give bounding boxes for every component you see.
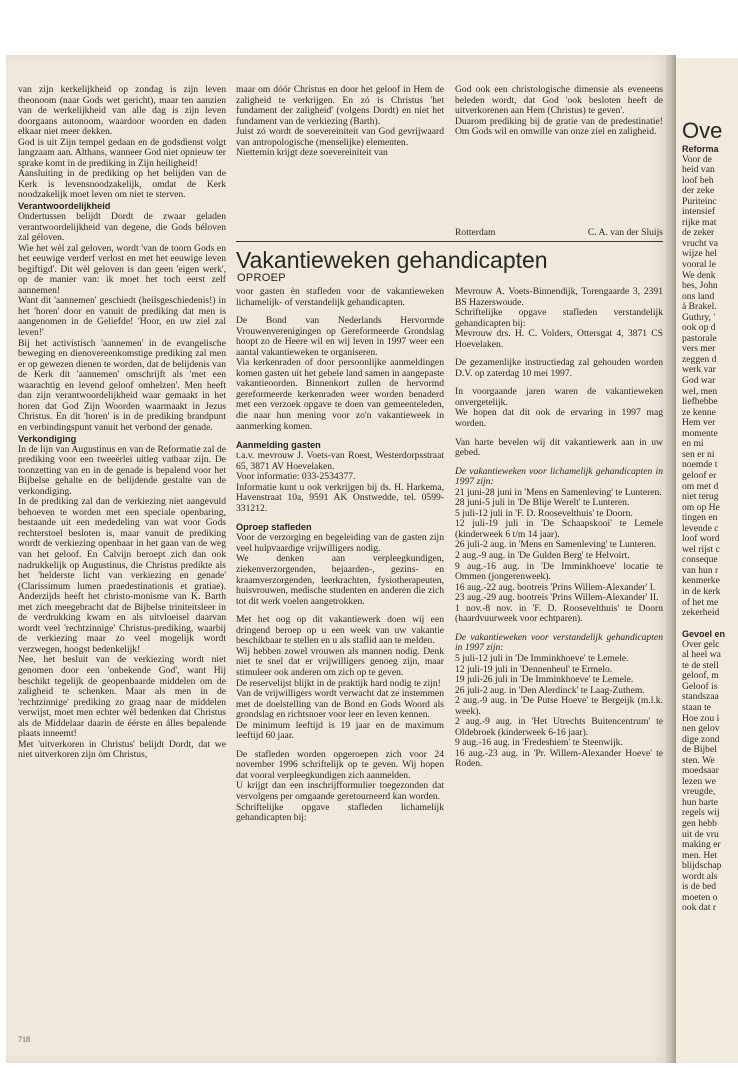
- column-1: [18, 85, 226, 761]
- next-page-line: loof beh: [682, 174, 714, 186]
- next-page-line: der zeke: [682, 185, 715, 197]
- next-page-edge: [676, 58, 738, 1063]
- next-page-line: sten. We: [682, 754, 715, 766]
- next-page-line: ze kenne: [682, 406, 716, 418]
- next-page-line: in de kerk: [682, 585, 721, 597]
- paragraph: 26 juli-2 aug. in 'Mens en Samenleving' te Lunteren.: [455, 539, 657, 551]
- paragraph: 12 juli-19 juli in 'De Schaapskooi' te Lemele (kinderweek 6 t/m 14 jaar).: [455, 518, 663, 540]
- magazine-page: [6, 55, 666, 1063]
- next-page-line: te de stell: [682, 659, 719, 671]
- paragraph: 16 aug.-22 aug. bootreis 'Prins Willem-Alexander' I.: [455, 581, 656, 593]
- next-page-line: momente: [682, 427, 718, 439]
- next-page-line: ons land: [682, 290, 715, 302]
- paragraph: 16 aug.-23 aug. in 'Pr. Willem-Alexander Hoeve' te Roden.: [455, 747, 663, 770]
- paragraph: Ondertussen belijdt Dordt de zwaar geladen verantwoordelijkheid van degene, die Gods béloven zal géloven.: [18, 211, 226, 244]
- column-2-top: [236, 85, 444, 159]
- paragraph: Nee, het besluit van de verkiezing wordt niet genomen door een 'onbekende God', want Hij beschikt tegelijk de geopenbaarde middelen om de zaligheid te schenken. Maar als men in de 'rechtzinnige' prediking zo graag naar de middelen verwijst, moet men echter wèl bedenken dat Christus als de Middelaar daarin de éérste en álles bepalende plaats inneemt!: [18, 654, 226, 740]
- next-page-line: Reforma: [682, 144, 719, 154]
- divider: [236, 241, 663, 242]
- paragraph: 12 juli-19 juli in 'Dennenheul' te Ermelo.: [455, 663, 613, 675]
- next-page-line: de zeker: [682, 227, 715, 239]
- article-title: Vakantieweken gehandicapten: [236, 247, 548, 273]
- paragraph: Want dit 'aannemen' geschiedt (heilsgeschiedenis!) in het 'horen' door en vanuit de prediking dat men is aangenomen in de Geliefde! 'Hoor, en uw ziel zal leven!': [18, 295, 226, 339]
- section-heading: Aanmelding gasten: [236, 440, 321, 451]
- next-page-line: liefhebbe: [682, 396, 718, 408]
- next-page-line: Guthry, ': [682, 311, 716, 323]
- next-page-line: al heel wa: [682, 649, 721, 661]
- page-number: 718: [18, 1035, 30, 1044]
- next-page-line: of het me: [682, 596, 719, 608]
- next-page-line: intensief: [682, 206, 716, 218]
- next-page-line: niet terug: [682, 491, 719, 503]
- next-page-line: heid van: [682, 164, 715, 176]
- next-page-line: vreugde,: [682, 786, 716, 798]
- paragraph: 2 aug.-9 aug. in 'De Gulden Berg' te Helvoirt.: [455, 550, 630, 562]
- paragraph: Informatie kunt u ook verkrijgen bij ds. H. Harkema, Havenstraat 10a, 9591 AK Onstwedde, tel. 0599-331212.: [236, 481, 444, 514]
- paragraph: God ook een christologische dimensie als eveneens beleden wordt, dat God 'ook besloten heeft de uitverkorenen aan Hem (Christus) te geven'.: [455, 84, 663, 117]
- next-page-line: à Brakel.: [682, 301, 717, 313]
- next-page-line: pastorale: [682, 332, 717, 344]
- next-page-line: Geloof is: [682, 680, 718, 692]
- paragraph: Aansluiting in de prediking op het belijden van de Kerk is levensnoodzakelijk, omdat de Kerk noodzakelijk moet leven om niet te sterven.: [18, 168, 226, 201]
- next-page-line: noemde t: [682, 459, 718, 471]
- next-page-line: tingen en: [682, 512, 718, 524]
- next-page-line: staan te: [682, 701, 712, 713]
- next-page-line: levende c: [682, 522, 719, 534]
- column-3-top: [455, 85, 663, 138]
- paragraph: maar om dóór Christus en door het geloof in Hem de zaligheid te verkrijgen. En zó is Christus 'het fundament der zaligheid' (volgens Dordt) en niet het fundament van de verkiezing (Barth).: [236, 84, 444, 127]
- next-page-line: loof word: [682, 533, 720, 545]
- next-page-line: Hem ver: [682, 417, 716, 429]
- paragraph: 2 aug.-9 aug. in 'Het Utrechts Buitencentrum' te Oldebroek (kinderweek 6-16 jaar).: [455, 716, 663, 738]
- column-2: [236, 287, 444, 824]
- book-gutter: [666, 55, 676, 1063]
- next-page-line: om op He: [682, 501, 720, 513]
- paragraph: Mevrouw drs. H. C. Volders, Ottersgat 4, 3871 CS Hoevelaken.: [455, 328, 663, 350]
- paragraph: Via kerkenraden of door persoonlijke aanmeldingen komen gasten uit het gehele land samen in aangepaste vakantieoorden. Binnenkort zullen de hervormd gereformeerde kerkenraden weer worden benaderd met een verzoek opgave te doen van gemeenteleden, die naar hun mening voor zo'n vakantieweek in aanmerking komen.: [236, 357, 444, 432]
- next-page-line: God war: [682, 375, 716, 387]
- paragraph: t.a.v. mevrouw J. Voets-van Roest, Westerdorpsstraat 65, 3871 AV Hoevelaken.: [236, 450, 444, 472]
- paragraph: 2 aug.-9 aug. in 'De Putse Hoeve' te Bergeijk (m.l.k. week).: [455, 695, 663, 717]
- paragraph: Voor de verzorging en begeleiding van de gasten zijn veel hulpvaardige vrijwilligers nodig.: [236, 532, 444, 554]
- signature-author: C. A. van der Sluijs: [587, 227, 663, 238]
- next-page-line: wel rijst c: [682, 543, 720, 555]
- paragraph: De stafleden worden opgeroepen zich voor 24 november 1996 schriftelijk op te geven. Wij hopen dat vooral verpleegkundigen zich aanmelden.: [236, 748, 444, 781]
- next-page-line: making er: [682, 839, 721, 851]
- next-page-line: zekerheid: [682, 607, 720, 619]
- paragraph: In voorgaande jaren waren de vakantieweken onvergetelijk.: [455, 386, 663, 408]
- spacer: [236, 514, 444, 522]
- next-page-line: [682, 619, 738, 630]
- next-page-line: nen gelov: [682, 723, 720, 735]
- next-page-line: de Bijbel: [682, 744, 717, 756]
- column-3: [455, 287, 663, 770]
- next-page-line: hun harte: [682, 796, 718, 808]
- section-heading: Verantwoordelijkheid: [18, 201, 111, 212]
- next-page-line: gen hebb: [682, 818, 717, 829]
- paragraph: Juist zó wordt de soevereiniteit van God gevrijwaard van antropologische (menselijke) elementen.: [236, 126, 444, 148]
- paragraph: In de lijn van Augustinus en van de Reformatie zal de prediking voor een tweeërlei uitleg vatbaar zijn. De toonzetting van en in de genade is bepalend voor het Bijbelse gehalte en de belijdende gestalte van de verkondiging.: [18, 443, 226, 497]
- paragraph: Duarom prediking bij de gratie van de predestinatie! Om Gods wil en omwille van onze ziel en zaligheid.: [455, 115, 663, 138]
- paragraph: De vakantieweken voor lichamelijk gehandicapten in 1997 zijn:: [455, 465, 663, 488]
- next-page-line: wijze hel: [682, 248, 717, 260]
- next-page-line: regels wij: [682, 807, 720, 819]
- paragraph: In de prediking zal dan de verkiezing niet aangevuld behoeven te worden met een speciale openbaring, bestaande uit een mededeling van wat voor Gods rechterstoel besloten is, maar vanuit de prediking wordt de verkiezing openbaar in het gaan van de weg van het geloof. En Calvijn beroept zich dan ook nadrukkelijk op Augustinus, die Christus predikte als het 'helderste licht van verkiezing en genade' (Clarissimum lumen praedestinationis et gratiae). Anderzijds heeft het christo-monisme van K. Barth met zich meegebracht dat de Bijbelse triniteitsleer in de verdrukking kwam en als uitvloeisel daarvan wordt veel 'rechtzinnige' Christus-prediking, waarbij de verkiezing maar zo veel mogelijk wordt verzwegen, hoogst bedenkelijk!: [18, 496, 226, 655]
- next-page-line: moeten o: [682, 891, 718, 903]
- next-page-title: Ove: [682, 118, 723, 143]
- paragraph: 5 juli-12 juli in 'F. D. Roosevelthuis' te Doorn.: [455, 507, 633, 519]
- next-page-line: blijdschap: [682, 860, 722, 872]
- paragraph: Niettemin krijgt deze soevereiniteit van: [236, 147, 388, 159]
- next-page-line: conseque: [682, 554, 718, 566]
- next-page-line: Hoe zou i: [682, 712, 720, 724]
- next-page-line: vers mer: [682, 343, 716, 355]
- paragraph: Met het oog op dit vakantiewerk doen wij een dringend beroep op u een week van uw vakantie beschikbaar te stellen en u als staflid aan te melden.: [236, 614, 444, 647]
- paragraph: U krijgt dan een inschrijfformulier toegezonden dat vervolgens per omgaande geretourneerd kan worden.: [236, 780, 444, 802]
- next-page-line: om met d: [682, 480, 719, 492]
- next-page-line: bes, John: [682, 280, 718, 292]
- paragraph: De reservelijst blijkt in de praktijk hard nodig te zijn!: [236, 677, 441, 689]
- next-page-line: werk var: [682, 364, 716, 376]
- paragraph: Met 'uitverkoren in Christus' belijdt Dordt, dat we niet uitverkoren zijn òm Christus,: [18, 738, 226, 761]
- paragraph: voor gasten èn stafleden voor de vakantieweken lichamelijk- of verstandelijk gehandicapten.: [236, 286, 444, 308]
- signature: [455, 227, 663, 238]
- next-page-line: en mi: [682, 438, 704, 450]
- paragraph: Schriftelijke opgave stafleden lichamelijk gehandicapten bij:: [236, 801, 444, 824]
- next-page-line: Over gelc: [682, 638, 720, 650]
- next-page-line: geloof, m: [682, 670, 719, 682]
- paragraph: Van de vrijwilligers wordt verwacht dat ze instemmen met de doelstelling van de Bond en Gods Woord als grondslag en richtsnoer voor leer en leven kennen.: [236, 688, 444, 721]
- next-page-line: ook dat r: [682, 902, 717, 914]
- paragraph: 5 juli-12 juli in 'De Imminkhoeve' te Lemele.: [455, 652, 629, 664]
- section-heading: Verkondiging: [18, 433, 77, 444]
- paragraph: Schriftelijke opgave stafleden verstandelijk gehandicapten bij:: [455, 307, 663, 329]
- next-page-line: uit de vru: [682, 828, 719, 840]
- paragraph: De gezamenlijke instructiedag zal gehouden worden D.V. op zaterdag 10 mei 1997.: [455, 357, 663, 379]
- paragraph: De Bond van Nederlands Hervormde Vrouwenverenigingen op Gereformeerde Grondslag hoopt zo de Heere wil en wij leven in 1997 weer een aantal vakantieweken te organiseren.: [236, 315, 444, 358]
- paragraph: Wij hebben zowel vrouwen als mannen nodig. Denk niet te snel dat er vrijwilligers genoeg zijn, maar stimuleer ook anderen om zich op te geven.: [236, 645, 444, 678]
- next-page-line: dige zond: [682, 733, 720, 745]
- paragraph: Mevrouw A. Voets-Binnendijk, Torengaarde 3, 2391 BS Hazerswoude.: [455, 286, 663, 308]
- section-heading: Oproep stafleden: [236, 522, 312, 533]
- paragraph: 21 juni-28 juni in 'Mens en Samenleving' te Lunteren.: [455, 486, 662, 498]
- next-page-line: men. Het: [682, 849, 718, 861]
- paragraph: De minimum leeftijd is 19 jaar en de maximum leeftijd 60 jaar.: [236, 719, 444, 742]
- paragraph: 19 juli-26 juli in 'De Imminkhoeve' te Lemele.: [455, 674, 634, 686]
- paragraph: God is uit Zijn tempel gedaan en de godsdienst volgt langzaam aan. Althans, wanneer God niet opnieuw ter sprake komt in de prediking in Zijn heiligheid!: [18, 136, 226, 169]
- next-page-line: Gevoel en: [682, 629, 726, 640]
- next-page-line: van hun r: [682, 564, 719, 576]
- paragraph: De vakantieweken voor verstandelijk gehandicapten in 1997 zijn:: [455, 631, 663, 654]
- next-page-column: [682, 144, 738, 914]
- next-page-line: wel, men: [682, 385, 718, 397]
- paragraph: Van harte bevelen wij dit vakantiewerk aan in uw gebed.: [455, 436, 663, 459]
- paragraph: van zijn kerkelijkheid op zondag is zijn leven theonoom (naar Gods wet gericht), maar ten aanzien van de werkelijkheid van alle dag is zijn leven doorgaans autonoom, waardoor woorden en daden elkaar niet meer dekken.: [18, 84, 226, 138]
- next-page-line: vooral le: [682, 259, 716, 271]
- next-page-line: moedsaar: [682, 765, 719, 777]
- paragraph: Voor informatie: 033-2534377.: [236, 471, 356, 483]
- next-page-line: Puriteinc: [682, 195, 717, 207]
- paragraph: Wie het wèl zal geloven, wordt 'van de toorn Gods en het eeuwige verderf verlost en met het eeuwige leven begiftigd'. Dit wèl geloven is dan geen 'eigen werk', op de manier van: ik moet het toch eerst zelf aannemen!: [18, 242, 226, 296]
- paragraph: 9 aug.-16 aug. in 'De Imminkhoeve' locatie te Ommen (jongerenweek).: [455, 560, 663, 583]
- spacer: [236, 432, 444, 440]
- next-page-line: We denk: [682, 269, 716, 281]
- paragraph: 1 nov.-8 nov. in 'F. D. Roosevelthuis' te Doorn (haardvuurweek voor echtparen).: [455, 602, 663, 625]
- paragraph: 9 aug.-16 aug. in 'Fredeshiem' te Steenwijk.: [455, 737, 623, 749]
- paragraph: 26 juli-2 aug. in 'Den Alerdinck' te Laag-Zuthem.: [455, 684, 645, 696]
- next-page-line: sen er ni: [682, 448, 715, 460]
- paragraph: Bij het activistisch 'aannemen' in de evangelische beweging en dienovereenkomstige prediking zal men er op gewezen dienen te worden, dat de belijdenis van de Kerk dit 'aannemen' omschrijft als 'met een waarachtig en levend geloof omhelzen'. Men heeft dan zijn verantwoordelijkheid waar gemaakt in het horen dat God Zijn Woorden waarmaakt in Jezus Christus. En dit 'horen' is in de prediking brandpunt en verbindingspunt vanuit het verbond der genade.: [18, 337, 226, 433]
- next-page-line: rijke mat: [682, 216, 717, 228]
- paragraph: We denken aan verpleegkundigen, ziekenverzorgenden, bejaarden-, gezins- en kraamverzorgenden, leerkrachten, fysiotherapeuten, huisvrouwen, medische studenten en anderen die zich tot dit werk voelen aangetrokken.: [236, 553, 444, 607]
- article-kicker: OPROEP: [237, 272, 286, 284]
- paragraph: 28 juni-5 juli in 'De Blije Werelt' te Lunteren.: [455, 497, 630, 509]
- next-page-line: lezen we: [682, 775, 716, 787]
- paragraph: 23 aug.-29 aug. bootreis 'Prins Willem-Alexander' II.: [455, 592, 659, 604]
- next-page-line: zeggen d: [682, 353, 717, 365]
- next-page-line: is de bed: [682, 881, 717, 893]
- paragraph: We hopen dat dit ook de ervaring in 1997 mag worden.: [455, 407, 663, 430]
- next-page-line: ook op d: [682, 322, 716, 334]
- next-page-line: wordt als: [682, 870, 718, 882]
- signature-place: Rotterdam: [455, 227, 496, 238]
- next-page-line: kenmerke: [682, 575, 720, 587]
- next-page-line: geloof er: [682, 469, 717, 481]
- next-page-line: vrucht va: [682, 237, 718, 249]
- next-page-line: Voor de: [682, 153, 712, 165]
- next-page-line: standszaa: [682, 691, 719, 703]
